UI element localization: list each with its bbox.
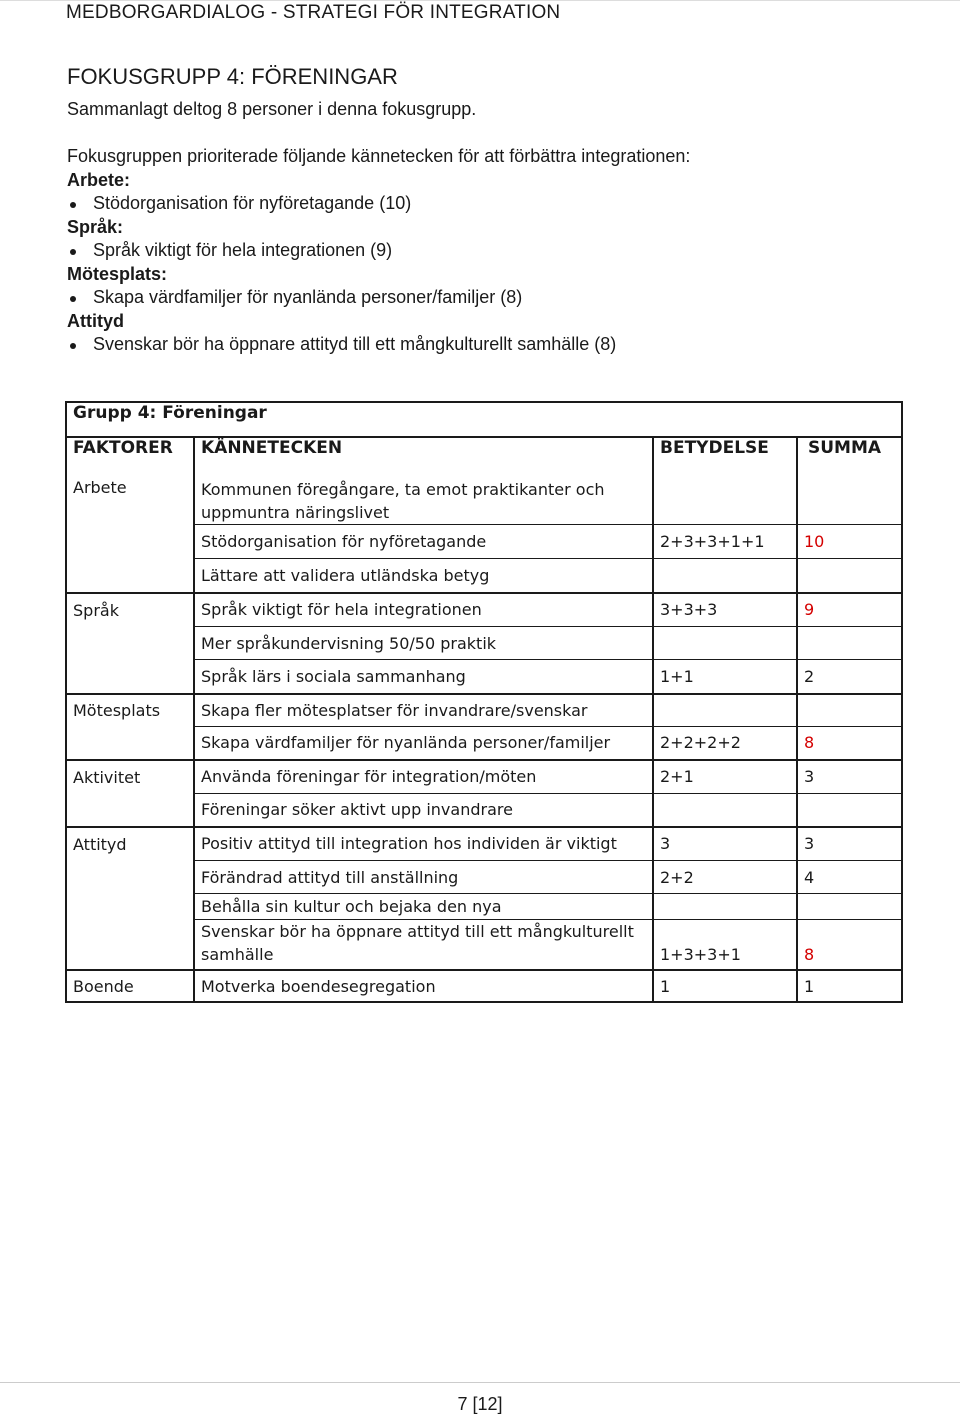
sum-cell: 10 <box>797 525 902 559</box>
trait-cell: Svenskar bör ha öppnare attityd till ett mångkulturellt samhälle <box>194 920 653 971</box>
trait-cell: Språk lärs i sociala sammanhang <box>194 660 653 694</box>
sum-cell: 9 <box>797 593 902 627</box>
trait-cell: Positiv attityd till integration hos individen är viktigt <box>194 827 653 861</box>
column-header-traits: KÄNNETECKEN <box>194 437 653 476</box>
table-row <box>66 760 902 794</box>
sum-cell <box>797 694 902 727</box>
priority-category: Attityd <box>67 310 124 331</box>
column-header-sum: SUMMA <box>797 437 902 476</box>
trait-cell: Stödorganisation för nyföretagande <box>194 525 653 559</box>
sum-cell: 4 <box>797 861 902 894</box>
sum-cell <box>797 894 902 920</box>
trait-cell: Behålla sin kultur och bejaka den nya <box>194 894 653 920</box>
table-row <box>66 894 902 920</box>
factor-cell: Mötesplats <box>66 694 194 727</box>
factor-cell: Språk <box>66 593 194 627</box>
sum-cell: 1 <box>797 970 902 1002</box>
trait-cell: Förändrad attityd till anställning <box>194 861 653 894</box>
trait-cell: Kommunen föregångare, ta emot praktikanter och uppmuntra näringslivet <box>194 476 653 525</box>
group-table <box>65 401 903 1003</box>
weight-cell <box>653 794 797 827</box>
page-number: 7 [12] <box>457 1394 503 1414</box>
trait-cell: Använda föreningar för integration/möten <box>194 760 653 794</box>
factor-cell: Aktivitet <box>66 760 194 794</box>
table-row <box>66 476 902 525</box>
weight-cell: 1+1 <box>653 660 797 694</box>
weight-cell: 2+1 <box>653 760 797 794</box>
trait-cell: Föreningar söker aktivt upp invandrare <box>194 794 653 827</box>
intro-text: Fokusgruppen prioriterade följande kännetecken för att förbättra integrationen: <box>67 146 691 166</box>
priorities-block <box>67 145 690 357</box>
table-title: Grupp 4: Föreningar <box>66 402 902 437</box>
table-row <box>66 694 902 727</box>
sum-cell: 8 <box>797 920 902 971</box>
factor-cell <box>66 894 194 920</box>
footer-divider <box>0 1382 960 1383</box>
header-divider <box>0 0 960 1</box>
factor-cell: Attityd <box>66 827 194 861</box>
weight-cell <box>653 559 797 593</box>
participants-text: Sammanlagt deltog 8 personer i denna fokusgrupp. <box>67 99 477 119</box>
sum-cell: 3 <box>797 760 902 794</box>
sum-cell <box>797 627 902 660</box>
priority-category: Språk: <box>67 216 124 237</box>
priority-category: Arbete: <box>67 169 131 190</box>
factor-cell: Arbete <box>66 476 194 525</box>
weight-cell: 1 <box>653 970 797 1002</box>
trait-cell: Språk viktigt för hela integrationen <box>194 593 653 627</box>
table-row <box>66 920 902 971</box>
factor-cell <box>66 920 194 971</box>
weight-cell: 1+3+3+1 <box>653 920 797 971</box>
table-row <box>66 861 902 894</box>
factor-cell <box>66 627 194 660</box>
factor-cell <box>66 559 194 593</box>
weight-cell: 3+3+3 <box>653 593 797 627</box>
trait-cell: Skapa fler mötesplatser för invandrare/svenskar <box>194 694 653 727</box>
factor-cell <box>66 727 194 760</box>
priority-item: Stödorganisation för nyföretagande (10) <box>67 192 690 216</box>
sum-cell: 2 <box>797 660 902 694</box>
column-header-weight: BETYDELSE <box>653 437 797 476</box>
factor-cell <box>66 794 194 827</box>
sum-cell: 8 <box>797 727 902 760</box>
sum-cell: 3 <box>797 827 902 861</box>
sum-cell <box>797 794 902 827</box>
priority-item: Svenskar bör ha öppnare attityd till ett mångkulturellt samhälle (8) <box>67 333 690 357</box>
document-header: MEDBORGARDIALOG - STRATEGI FÖR INTEGRATION <box>66 2 561 23</box>
table-row <box>66 525 902 559</box>
trait-cell: Skapa värdfamiljer för nyanlända personer/familjer <box>194 727 653 760</box>
weight-cell: 2+3+3+1+1 <box>653 525 797 559</box>
weight-cell: 2+2 <box>653 861 797 894</box>
factor-cell <box>66 861 194 894</box>
priority-category: Mötesplats: <box>67 263 168 284</box>
trait-cell: Lättare att validera utländska betyg <box>194 559 653 593</box>
table-row <box>66 593 902 627</box>
table-row <box>66 794 902 827</box>
factor-cell <box>66 525 194 559</box>
section-title: FOKUSGRUPP 4: FÖRENINGAR <box>67 64 398 89</box>
sum-cell <box>797 559 902 593</box>
sum-cell <box>797 476 902 525</box>
table-row <box>66 660 902 694</box>
factor-cell <box>66 660 194 694</box>
trait-cell: Motverka boendesegregation <box>194 970 653 1002</box>
table-row <box>66 827 902 861</box>
factor-cell: Boende <box>66 970 194 1002</box>
weight-cell <box>653 894 797 920</box>
priority-item: Språk viktigt för hela integrationen (9) <box>67 239 690 263</box>
trait-cell: Mer språkundervisning 50/50 praktik <box>194 627 653 660</box>
priority-item: Skapa värdfamiljer för nyanlända personer/familjer (8) <box>67 286 690 310</box>
weight-cell: 2+2+2+2 <box>653 727 797 760</box>
weight-cell: 3 <box>653 827 797 861</box>
weight-cell <box>653 476 797 525</box>
weight-cell <box>653 694 797 727</box>
table-row <box>66 970 902 1002</box>
column-header-factors: FAKTORER <box>66 437 194 476</box>
table-row <box>66 627 902 660</box>
table-row <box>66 559 902 593</box>
table-row <box>66 727 902 760</box>
weight-cell <box>653 627 797 660</box>
